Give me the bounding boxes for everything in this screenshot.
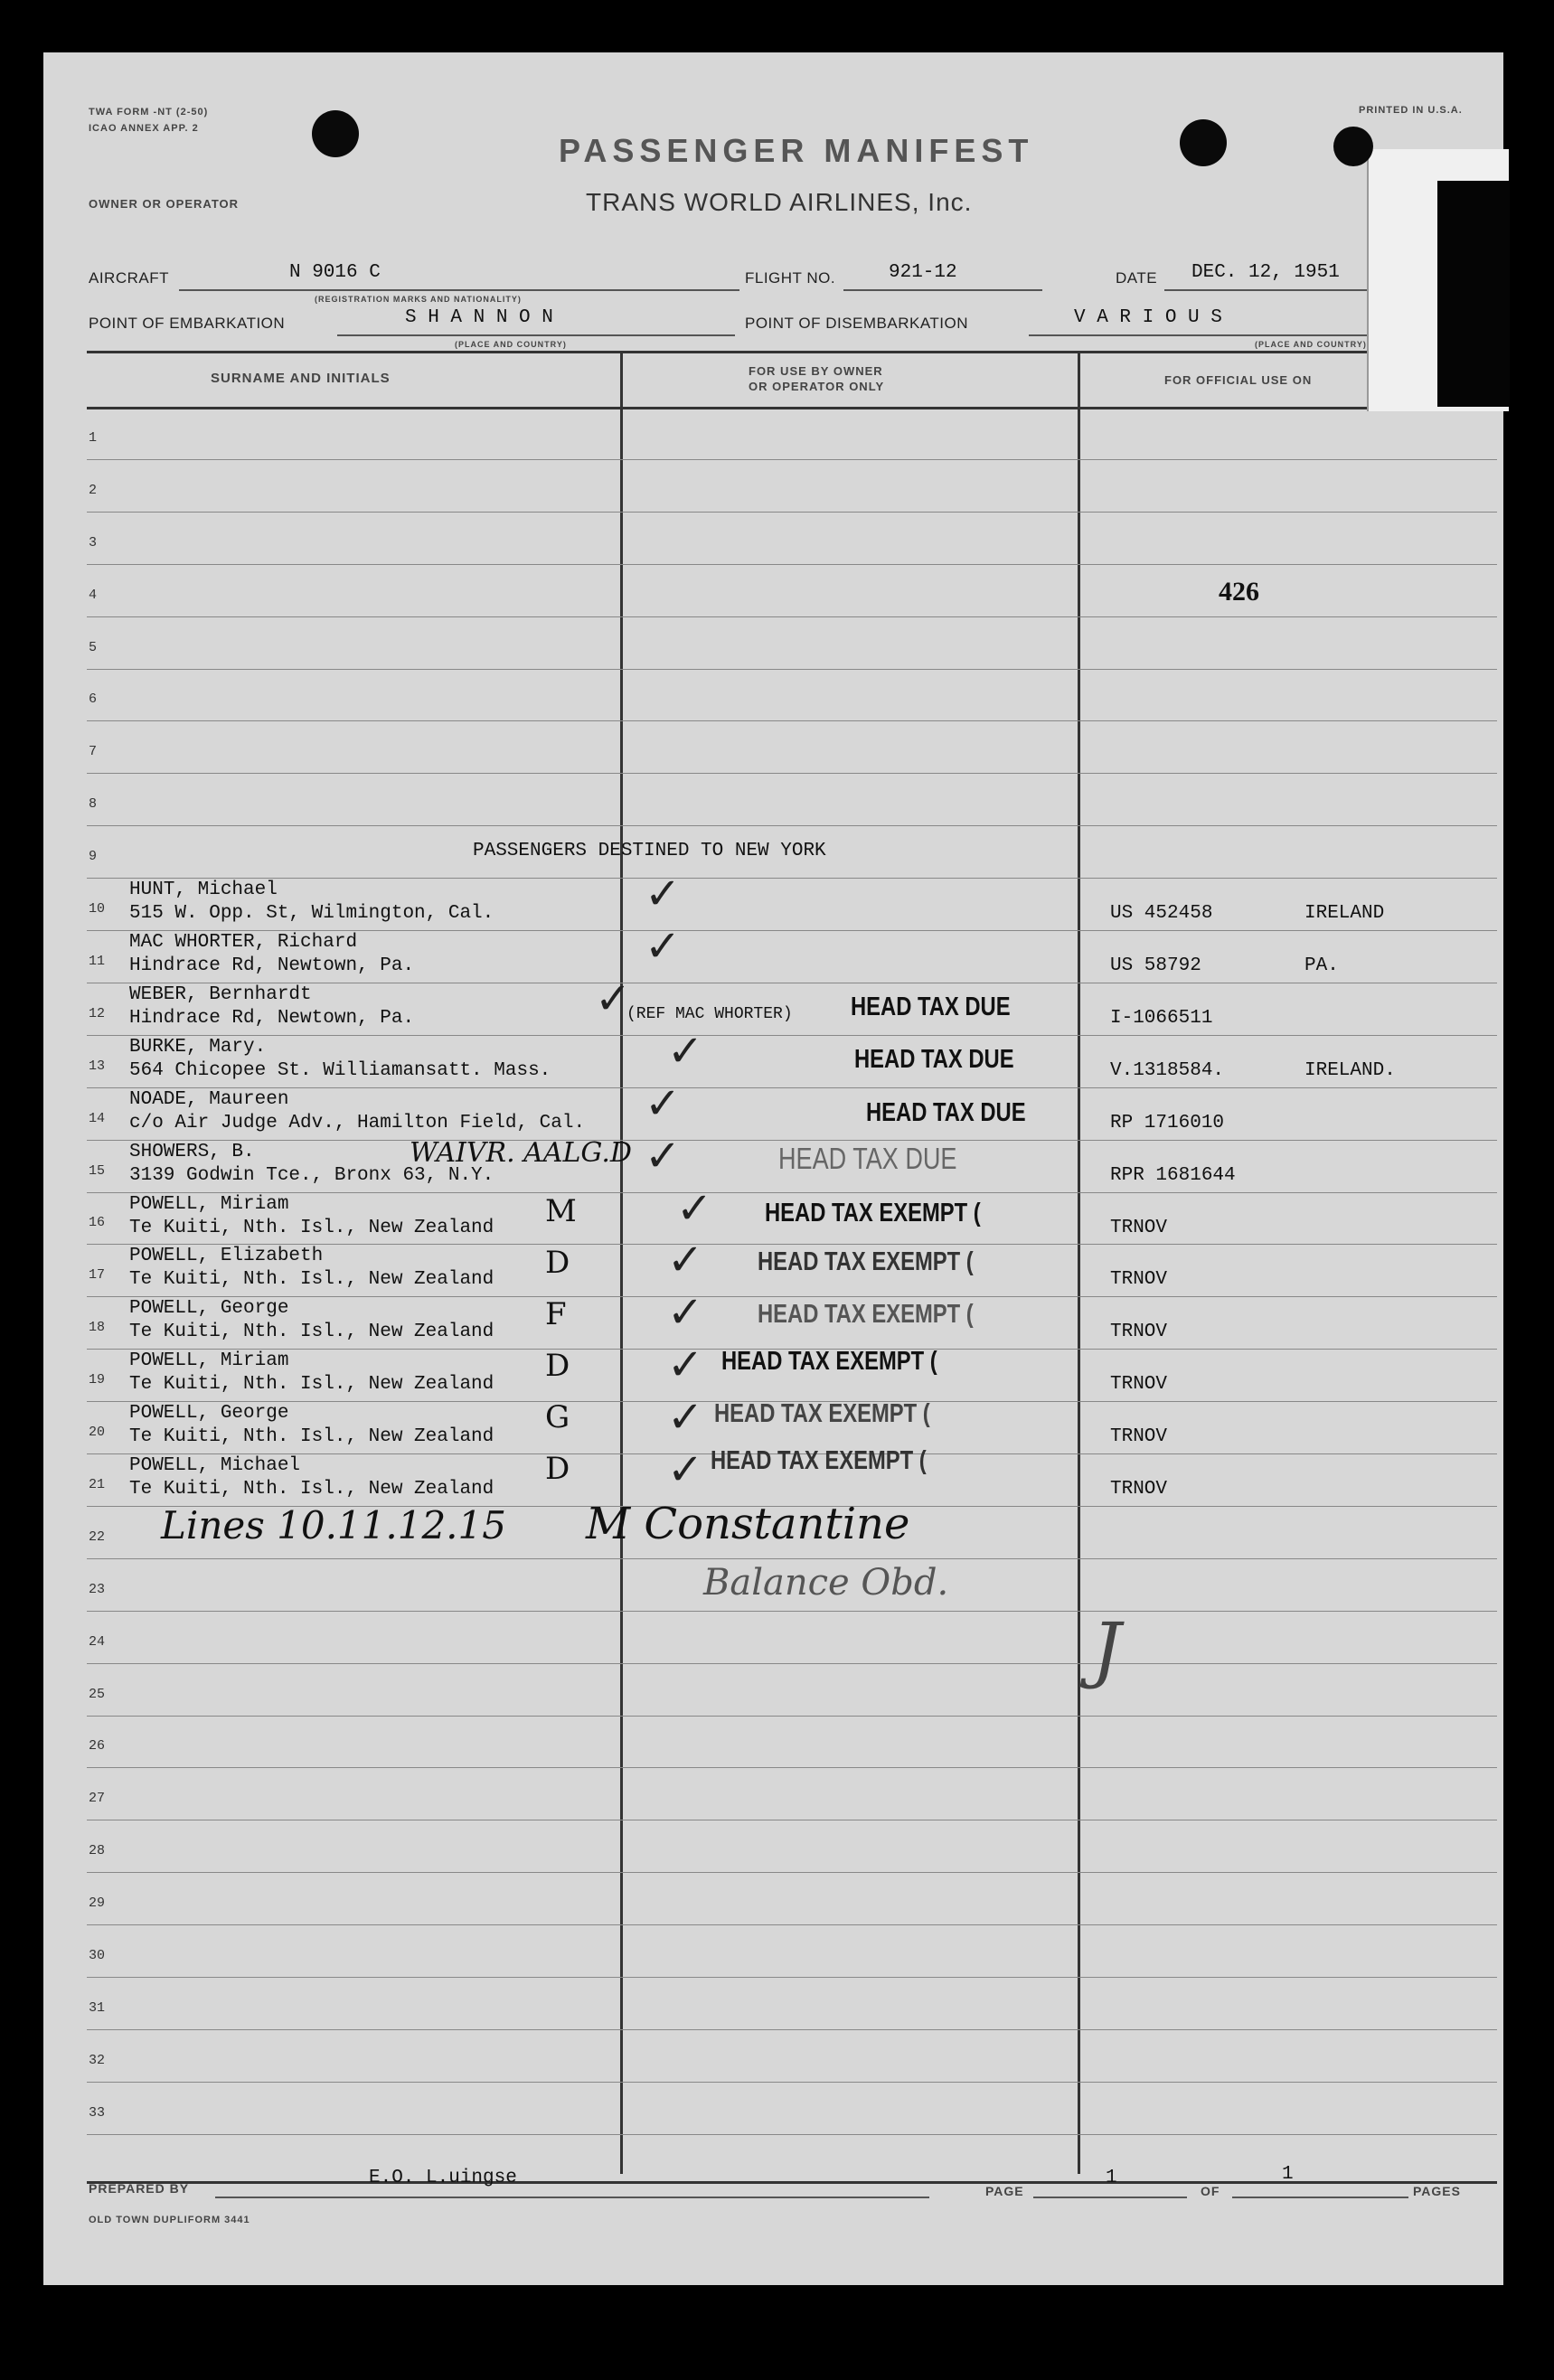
handwritten-signature: M Constantine [586, 1499, 910, 1549]
passenger-name: MAC WHORTER, Richard [129, 932, 358, 953]
passenger-address: Te Kuiti, Nth. Isl., New Zealand [129, 1479, 494, 1500]
check-mark: ✓ [667, 1340, 704, 1391]
passenger-name: POWELL, George [129, 1403, 289, 1425]
passenger-address: 515 W. Opp. St, Wilmington, Cal. [129, 903, 494, 925]
passenger-name: POWELL, Elizabeth [129, 1246, 324, 1267]
disembarkation-label: POINT OF DISEMBARKATION [745, 315, 969, 332]
flight-no-value: 921-12 [889, 262, 957, 283]
stamp-exempt-19: HEAD TAX EXEMPT ( [721, 1347, 937, 1376]
row-line [87, 669, 1497, 670]
row-line [87, 1192, 1497, 1193]
row-line [87, 878, 1497, 879]
page-value: 1 [1106, 2168, 1117, 2188]
airline-name: TRANS WORLD AIRLINES, Inc. [586, 188, 973, 216]
row-number: 24 [89, 1633, 106, 1650]
check-mark: ✓ [645, 869, 682, 920]
row-number: 9 [89, 849, 98, 865]
side-letter: M [545, 1193, 577, 1229]
row-number: 32 [89, 2052, 106, 2068]
check-mark: ✓ [667, 1392, 704, 1444]
row-number: 3 [89, 534, 98, 550]
row-line [87, 616, 1497, 617]
row-line [87, 1977, 1497, 1978]
stamp-exempt-20: HEAD TAX EXEMPT ( [714, 1399, 930, 1428]
aircraft-label: AIRCRAFT [89, 269, 169, 287]
section-heading: PASSENGERS DESTINED TO NEW YORK [473, 841, 826, 861]
row-line [87, 1296, 1497, 1297]
passenger-name: BURKE, Mary. [129, 1036, 267, 1058]
row-number: 17 [89, 1267, 106, 1284]
row-line [87, 1663, 1497, 1664]
handwritten-j: J [1092, 1607, 1122, 1691]
row-line [87, 512, 1497, 513]
passenger-address: Te Kuiti, Nth. Isl., New Zealand [129, 1217, 494, 1238]
row-line [87, 1716, 1497, 1717]
passenger-document: V.1318584. [1110, 1059, 1225, 1081]
passenger-document: TRNOV [1110, 1479, 1168, 1500]
row-number: 23 [89, 1581, 106, 1597]
row-number: 5 [89, 639, 98, 655]
check-mark: ✓ [667, 1287, 704, 1339]
row-number: 4 [89, 587, 98, 603]
check-mark: ✓ [667, 1235, 704, 1286]
row-line [87, 1924, 1497, 1925]
pages-label: PAGES [1413, 2184, 1461, 2198]
row-line [87, 2134, 1497, 2135]
passenger-document: I-1066511 [1110, 1007, 1213, 1029]
check-mark: ✓ [595, 973, 632, 1024]
side-letter: F [545, 1296, 567, 1332]
row-number: 25 [89, 1686, 106, 1702]
stamp-exempt-17: HEAD TAX EXEMPT ( [758, 1247, 974, 1276]
registration-caption: (REGISTRATION MARKS AND NATIONALITY) [315, 295, 522, 304]
prepared-label: PREPARED BY [89, 2181, 190, 2196]
col-surname: SURNAME AND INITIALS [211, 371, 391, 386]
punch-hole-left [312, 110, 359, 157]
page-title: PASSENGER MANIFEST [559, 132, 1034, 169]
printed-in: PRINTED IN U.S.A. [1359, 105, 1463, 116]
passenger-address: Hindrace Rd, Newtown, Pa. [129, 955, 415, 976]
row-line [87, 720, 1497, 721]
passenger-name: POWELL, George [129, 1298, 289, 1320]
embarkation-caption: (PLACE AND COUNTRY) [455, 340, 567, 349]
side-letter: D [545, 1245, 570, 1281]
passenger-name: POWELL, Miriam [129, 1193, 289, 1215]
aircraft-value: N 9016 C [289, 262, 381, 283]
check-mark: ✓ [645, 1077, 682, 1129]
passenger-address: Te Kuiti, Nth. Isl., New Zealand [129, 1374, 494, 1396]
handwritten-line22: Lines 10.11.12.15 [161, 1503, 506, 1547]
row-number: 20 [89, 1425, 106, 1440]
passenger-document: US 452458 [1110, 903, 1213, 925]
side-letter: D [545, 1348, 570, 1384]
side-letter: G [545, 1399, 570, 1435]
passenger-nationality: IRELAND. [1304, 1059, 1396, 1081]
passenger-document: TRNOV [1110, 1322, 1168, 1343]
passenger-name: POWELL, Michael [129, 1455, 301, 1476]
passenger-document: US 58792 [1110, 955, 1201, 976]
row-number: 10 [89, 901, 106, 917]
stamp-head-tax-due-12: HEAD TAX DUE [851, 992, 1011, 1021]
row-line [87, 1611, 1497, 1612]
of-label: OF [1201, 2184, 1220, 2198]
stamp-exempt-21: HEAD TAX EXEMPT ( [711, 1446, 927, 1475]
passenger-name: NOADE, Maureen [129, 1088, 289, 1110]
passenger-document: TRNOV [1110, 1374, 1168, 1396]
date-value: DEC. 12, 1951 [1191, 262, 1340, 283]
col-owner-2: OR OPERATOR ONLY [749, 380, 885, 393]
stamp-head-tax-due-13: HEAD TAX DUE [854, 1045, 1014, 1074]
side-letter: D [545, 1451, 570, 1487]
row-number: 11 [89, 953, 106, 969]
passenger-nationality: IRELAND [1304, 903, 1385, 925]
row-number: 21 [89, 1476, 106, 1492]
page-label: PAGE [985, 2184, 1024, 2198]
ref-note: (REF MAC WHORTER) [626, 1005, 793, 1023]
check-mark: ✓ [667, 1444, 704, 1495]
slip-shadow [1437, 181, 1510, 407]
owner-label: OWNER OR OPERATOR [89, 197, 240, 211]
check-mark: ✓ [645, 1130, 682, 1181]
passenger-address: Te Kuiti, Nth. Isl., New Zealand [129, 1322, 494, 1343]
passenger-name: WEBER, Bernhardt [129, 983, 312, 1005]
row-number: 27 [89, 1791, 106, 1807]
row-number: 31 [89, 1999, 106, 2016]
passenger-name: HUNT, Michael [129, 880, 278, 901]
row-line [87, 564, 1497, 565]
row-number: 6 [89, 691, 98, 708]
passenger-document: TRNOV [1110, 1269, 1168, 1291]
passenger-document: TRNOV [1110, 1426, 1168, 1448]
row-line [87, 2029, 1497, 2030]
row-number: 7 [89, 744, 98, 760]
row-number: 16 [89, 1215, 106, 1231]
row-number: 29 [89, 1896, 106, 1912]
row-line [87, 930, 1497, 931]
row-number: 12 [89, 1005, 106, 1021]
row-number: 14 [89, 1110, 106, 1126]
row-number: 33 [89, 2104, 106, 2121]
passenger-address: 564 Chicopee St. Williamansatt. Mass. [129, 1059, 551, 1081]
form-id: TWA FORM -NT (2-50) [89, 107, 209, 118]
prepared-value: E.O. L.uingse [369, 2168, 517, 2188]
row-line [87, 773, 1497, 774]
passenger-address: c/o Air Judge Adv., Hamilton Field, Cal. [129, 1112, 586, 1134]
row-line [87, 459, 1497, 460]
row-line [87, 1035, 1497, 1036]
handwritten-row15-note: WAIVR. AALG.D [410, 1137, 632, 1169]
embarkation-value: S H A N N O N [405, 307, 553, 328]
disembarkation-value: V A R I O U S [1074, 307, 1222, 328]
form-id-2: ICAO ANNEX APP. 2 [89, 123, 199, 134]
of-value: 1 [1282, 2164, 1294, 2185]
row-line [87, 1140, 1497, 1141]
row-number: 8 [89, 796, 98, 813]
row-number: 26 [89, 1738, 106, 1754]
passenger-address: Te Kuiti, Nth. Isl., New Zealand [129, 1269, 494, 1291]
punch-hole-right-1 [1180, 119, 1227, 166]
row-line [87, 1872, 1497, 1873]
col-owner-1: FOR USE BY OWNER [749, 364, 883, 378]
row-line [87, 1087, 1497, 1088]
stamp-head-tax-due-14: HEAD TAX DUE [866, 1098, 1026, 1127]
row-number: 30 [89, 1948, 106, 1963]
check-mark: ✓ [676, 1182, 713, 1234]
embarkation-label: POINT OF EMBARKATION [89, 315, 286, 332]
row-number: 1 [89, 429, 98, 446]
passenger-address: Te Kuiti, Nth. Isl., New Zealand [129, 1426, 494, 1448]
passenger-address: Hindrace Rd, Newtown, Pa. [129, 1007, 415, 1029]
date-label: DATE [1116, 269, 1158, 287]
check-mark: ✓ [645, 921, 682, 972]
passenger-name: SHOWERS, B. [129, 1141, 255, 1162]
flight-no-label: FLIGHT NO. [745, 269, 836, 287]
row-number: 15 [89, 1162, 106, 1179]
passenger-address: 3139 Godwin Tce., Bronx 63, N.Y. [129, 1164, 494, 1186]
printer-note: OLD TOWN DUPLIFORM 3441 [89, 2215, 250, 2225]
row-line [87, 825, 1497, 826]
row-number: 18 [89, 1320, 106, 1336]
stamp-head-tax-due-15: HEAD TAX DUE [778, 1142, 957, 1175]
stamp-exempt-18: HEAD TAX EXEMPT ( [758, 1300, 974, 1329]
punch-hole-right-2 [1333, 127, 1373, 166]
passenger-document: TRNOV [1110, 1217, 1168, 1238]
row-number: 28 [89, 1843, 106, 1859]
col-official: FOR OFFICIAL USE ON [1164, 373, 1313, 387]
passenger-document: RPR 1681644 [1110, 1164, 1236, 1186]
stamp-exempt-16: HEAD TAX EXEMPT ( [765, 1199, 981, 1228]
passenger-document: RP 1716010 [1110, 1112, 1225, 1134]
row-line [87, 1767, 1497, 1768]
manifest-sheet [43, 52, 1503, 2285]
passenger-nationality: PA. [1304, 955, 1339, 976]
passenger-name: POWELL, Miriam [129, 1350, 289, 1372]
row-line [87, 2082, 1497, 2083]
row-number: 19 [89, 1372, 106, 1388]
check-mark: ✓ [667, 1025, 704, 1077]
row-number: 22 [89, 1529, 106, 1545]
row-number: 13 [89, 1058, 106, 1074]
row-number: 2 [89, 482, 98, 498]
row-line [87, 1244, 1497, 1245]
row-line [87, 1558, 1497, 1559]
official-number: 426 [1219, 577, 1259, 607]
disembarkation-caption: (PLACE AND COUNTRY) [1255, 340, 1367, 349]
handwritten-signature-2: Balance Obd. [703, 1562, 949, 1604]
